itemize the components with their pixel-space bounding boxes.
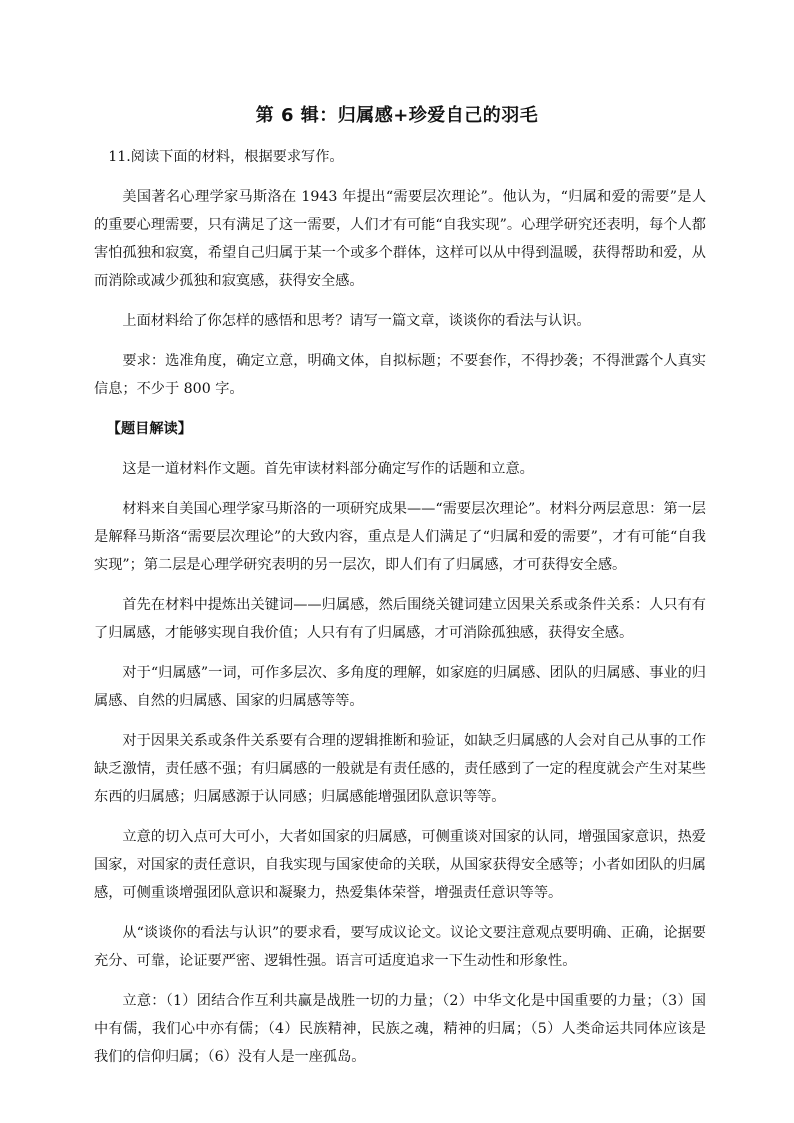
spacer: [94, 647, 706, 659]
requirements-paragraph: 要求：选准角度，确定立意，明确文体，自拟标题；不要套作，不得抄袭；不得泄露个人真实信息；不少于 800 字。: [94, 353, 706, 397]
document-title: 第 6 辑：归属感+珍爱自己的羽毛: [255, 105, 539, 126]
spacer: [94, 811, 706, 823]
question-number-line: 11.阅读下面的材料，根据要求写作。: [108, 149, 344, 165]
spacer: [94, 443, 706, 455]
analysis-paragraph: 对于“归属感”一词，可作多层次、多角度的理解，如家庭的归属感、团队的归属感、事业的归属感、自然的归属感、国家的归属感等等。: [94, 665, 706, 709]
spacer: [94, 335, 706, 347]
analysis-paragraph: 立意的切入点可大可小，大者如国家的归属感，可侧重谈对国家的认同，增强国家意识，热爱国家，对国家的责任意识，自我实现与国家使命的关联，从国家获得安全感等；小者如团队的归属感，可侧重谈增强团队意识和凝聚力，热爱集体荣誉，增强责任意识等等。: [94, 829, 706, 901]
material-paragraph: 美国著名心理学家马斯洛在 1943 年提出“需要层次理论”。他认为，“归属和爱的需要”是人的重要心理需要，只有满足了这一需要，人们才有可能“自我实现”。心理学研究还表明，每个人都害怕孤独和寂寞，希望自己归属于某一个或多个群体，这样可以从中得到温暖，获得帮助和爱，从而消除或减少孤独和寂寞感，获得安全感。: [94, 189, 707, 289]
themes-paragraph: 立意：（1）团结合作互利共赢是战胜一切的力量；（2）中华文化是中国重要的力量；（3）国中有儒，我们心中亦有儒；（4）民族精神，民族之魂，精神的归属；（5）人类命运共同体应该是我们的信仰归属；（6）没有人是一座孤岛。: [94, 993, 706, 1065]
analysis-paragraph: 首先在材料中提炼出关键词——归属感，然后围绕关键词建立因果关系或条件关系：人只有有了归属感，才能够实现自我价值；人只有有了归属感，才可消除孤独感，获得安全感。: [94, 597, 706, 641]
analysis-paragraph: 对于因果关系或条件关系要有合理的逻辑推断和验证，如缺乏归属感的人会对自己从事的工作缺乏激情，责任感不强；有归属感的一般就是有责任感的，责任感到了一定的程度就会产生对某些东西的归属感；归属感源于认同感；归属感能增强团队意识等等。: [94, 733, 706, 805]
spacer: [94, 295, 706, 307]
spacer: [94, 715, 706, 727]
prompt-paragraph: 上面材料给了你怎样的感悟和思考？请写一篇文章，谈谈你的看法与认识。: [122, 313, 591, 329]
spacer: [94, 403, 706, 415]
analysis-paragraph: 材料来自美国心理学家马斯洛的一项研究成果——“需要层次理论”。材料分两层意思：第一层是解释马斯洛“需要层次理论”的大致内容，重点是人们满足了“归属和爱的需要”，才有可能“自我实现”；第二层是心理学研究表明的另一层次，即人们有了归属感，才可获得安全感。: [94, 501, 706, 573]
spacer: [94, 171, 706, 183]
section-heading: 【题目解读】: [106, 421, 192, 437]
document-body: [94, 143, 706, 1071]
spacer: [94, 579, 706, 591]
analysis-paragraph: 从“谈谈你的看法与认识”的要求看，要写成议论文。议论文要注意观点要明确、正确，论据要充分、可靠，论证要严密、逻辑性强。语言可适度追求一下生动性和形象性。: [94, 925, 706, 969]
spacer: [94, 907, 706, 919]
spacer: [94, 975, 706, 987]
analysis-paragraph: 这是一道材料作文题。首先审读材料部分确定写作的话题和立意。: [122, 461, 534, 477]
spacer: [94, 483, 706, 495]
